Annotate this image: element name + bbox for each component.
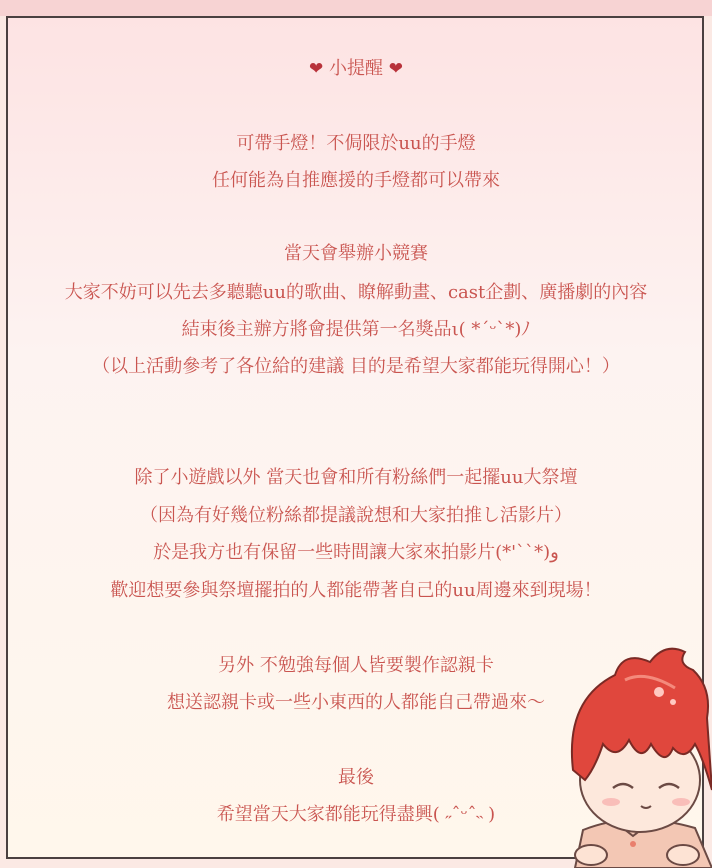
notice-title-row <box>0 58 712 80</box>
section3-line1: 除了小遊戲以外 當天也會和所有粉絲們一起擺uu大祭壇 <box>134 467 578 488</box>
section2-line4: （以上活動參考了各位給的建議 目的是希望大家都能玩得開心！） <box>92 356 620 377</box>
heart-icon: ❤ <box>388 59 403 79</box>
section5-line2: 希望當天大家都能玩得盡興( ˶ˆᵕˆ˵ ) <box>216 804 496 825</box>
section2-line2: 大家不妨可以先去多聽聽uu的歌曲、瞭解動畫、cast企劃、廣播劇的內容 <box>64 282 648 303</box>
section3-line4: 歡迎想要參與祭壇擺拍的人都能帶著自己的uu周邊來到現場！ <box>110 580 602 601</box>
mascot-illustration <box>555 640 712 868</box>
section1-line2: 任何能為自推應援的手燈都可以帶來 <box>212 170 500 191</box>
section2-line3: 結束後主辦方將會提供第一名獎品ι( *´ᵕ`*)ﾉ <box>181 319 531 340</box>
section4-line1: 另外 不勉強每個人皆要製作認親卡 <box>218 655 494 676</box>
section3-line2: （因為有好幾位粉絲都提議說想和大家拍推し活影片） <box>140 505 572 526</box>
section1-line1: 可帶手燈！不侷限於uu的手燈 <box>236 133 476 154</box>
section3-line3: 於是我方也有保留一些時間讓大家來拍影片(*'ˋ`*)ﻭ <box>153 542 559 563</box>
top-band <box>0 0 712 16</box>
section2-line1: 當天會舉辦小競賽 <box>284 243 428 264</box>
section5-line1: 最後 <box>338 767 374 788</box>
section4-line2: 想送認親卡或一些小東西的人都能自己帶過來～ <box>167 692 545 713</box>
notice-title: 小提醒 <box>329 58 383 79</box>
heart-icon: ❤ <box>309 59 324 79</box>
